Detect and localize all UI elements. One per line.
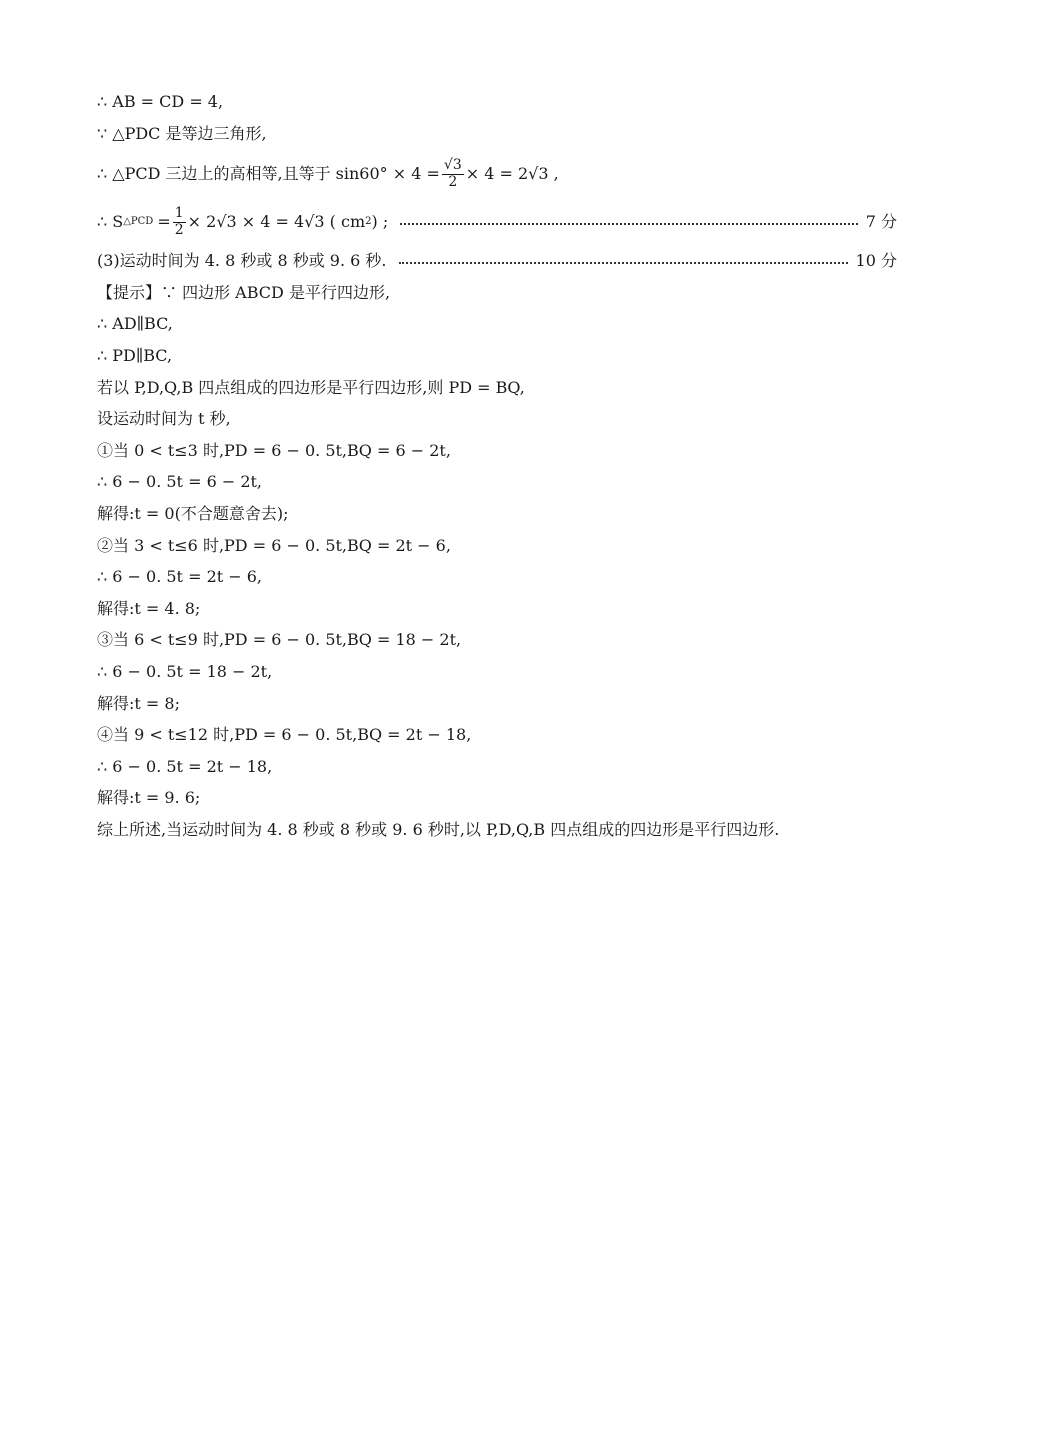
line-text: ②当 3 < t≤6 时,PD = 6 − 0. 5t,BQ = 2t − 6, — [97, 535, 451, 555]
line-text: 解得:t = 0(不合题意舍去); — [97, 503, 289, 523]
fraction-numerator: √3 — [443, 157, 462, 174]
line-text: ①当 0 < t≤3 时,PD = 6 − 0. 5t,BQ = 6 − 2t, — [97, 440, 451, 460]
subscript: △PCD — [123, 216, 154, 228]
score-label: 10 分 — [855, 251, 897, 271]
line-text: ∴ 6 − 0. 5t = 18 − 2t, — [97, 661, 273, 681]
solution-line — [97, 86, 897, 118]
line-text: ∴ 6 − 0. 5t = 2t − 6, — [97, 567, 263, 587]
solution-line — [97, 372, 897, 404]
solution-line-scored — [97, 245, 897, 277]
solution-page — [97, 86, 897, 845]
superscript: 2 — [365, 216, 372, 228]
line-text: = — [157, 212, 171, 232]
solution-line — [97, 814, 897, 846]
line-text: ∴ PD∥BC, — [97, 345, 173, 365]
line-text: ∴ 6 − 0. 5t = 6 − 2t, — [97, 472, 263, 492]
line-text: ) ; — [371, 212, 389, 232]
line-text: ③当 6 < t≤9 时,PD = 6 − 0. 5t,BQ = 18 − 2t, — [97, 630, 462, 650]
fraction-denominator: 2 — [174, 221, 184, 238]
solution-line — [97, 656, 897, 688]
line-text: ∴ AD∥BC, — [97, 314, 173, 334]
line-text: (3)运动时间为 4. 8 秒或 8 秒或 9. 6 秒. — [97, 251, 387, 271]
solution-line — [97, 751, 897, 783]
solution-line — [97, 624, 897, 656]
fraction-denominator: 2 — [448, 173, 458, 190]
score-label: 7 分 — [865, 212, 897, 232]
solution-line — [97, 466, 897, 498]
solution-line — [97, 403, 897, 435]
solution-line — [97, 719, 897, 751]
solution-line — [97, 308, 897, 340]
solution-line — [97, 561, 897, 593]
line-text: ∴ S — [97, 212, 124, 232]
line-text: × 4 = 2√3 , — [465, 164, 559, 184]
solution-line — [97, 688, 897, 720]
line-text: 综上所述,当运动时间为 4. 8 秒或 8 秒或 9. 6 秒时,以 P,D,Q,B 四点组成的四边形是平行四边形. — [97, 819, 780, 839]
line-text: ④当 9 < t≤12 时,PD = 6 − 0. 5t,BQ = 2t − 18, — [97, 725, 472, 745]
line-text: 解得:t = 9. 6; — [97, 788, 201, 808]
dotted-leader — [399, 262, 848, 264]
line-text: 解得:t = 8; — [97, 693, 180, 713]
line-text: 解得:t = 4. 8; — [97, 598, 201, 618]
solution-line — [97, 593, 897, 625]
solution-line — [97, 782, 897, 814]
line-text: 【提示】∵ 四边形 ABCD 是平行四边形, — [97, 282, 391, 302]
solution-line — [97, 277, 897, 309]
line-text: 若以 P,D,Q,B 四点组成的四边形是平行四边形,则 PD = BQ, — [97, 377, 525, 397]
fraction-numerator: 1 — [174, 205, 184, 222]
line-text: × 2√3 × 4 = 4√3 ( cm — [187, 212, 366, 232]
solution-line — [97, 118, 897, 150]
solution-line — [97, 435, 897, 467]
dotted-leader — [400, 223, 857, 225]
line-text: ∴ △PCD 三边上的高相等,且等于 sin60° × 4 = — [97, 164, 440, 184]
solution-line — [97, 149, 897, 199]
solution-line — [97, 498, 897, 530]
solution-line — [97, 340, 897, 372]
line-text: ∴ 6 − 0. 5t = 2t − 18, — [97, 756, 273, 776]
solution-line-scored — [97, 199, 897, 245]
line-text: 设运动时间为 t 秒, — [97, 409, 231, 429]
solution-line — [97, 530, 897, 562]
line-text: ∵ △PDC 是等边三角形, — [97, 123, 267, 143]
fraction — [173, 206, 186, 238]
fraction — [442, 158, 464, 190]
line-text: ∴ AB = CD = 4, — [97, 92, 224, 111]
